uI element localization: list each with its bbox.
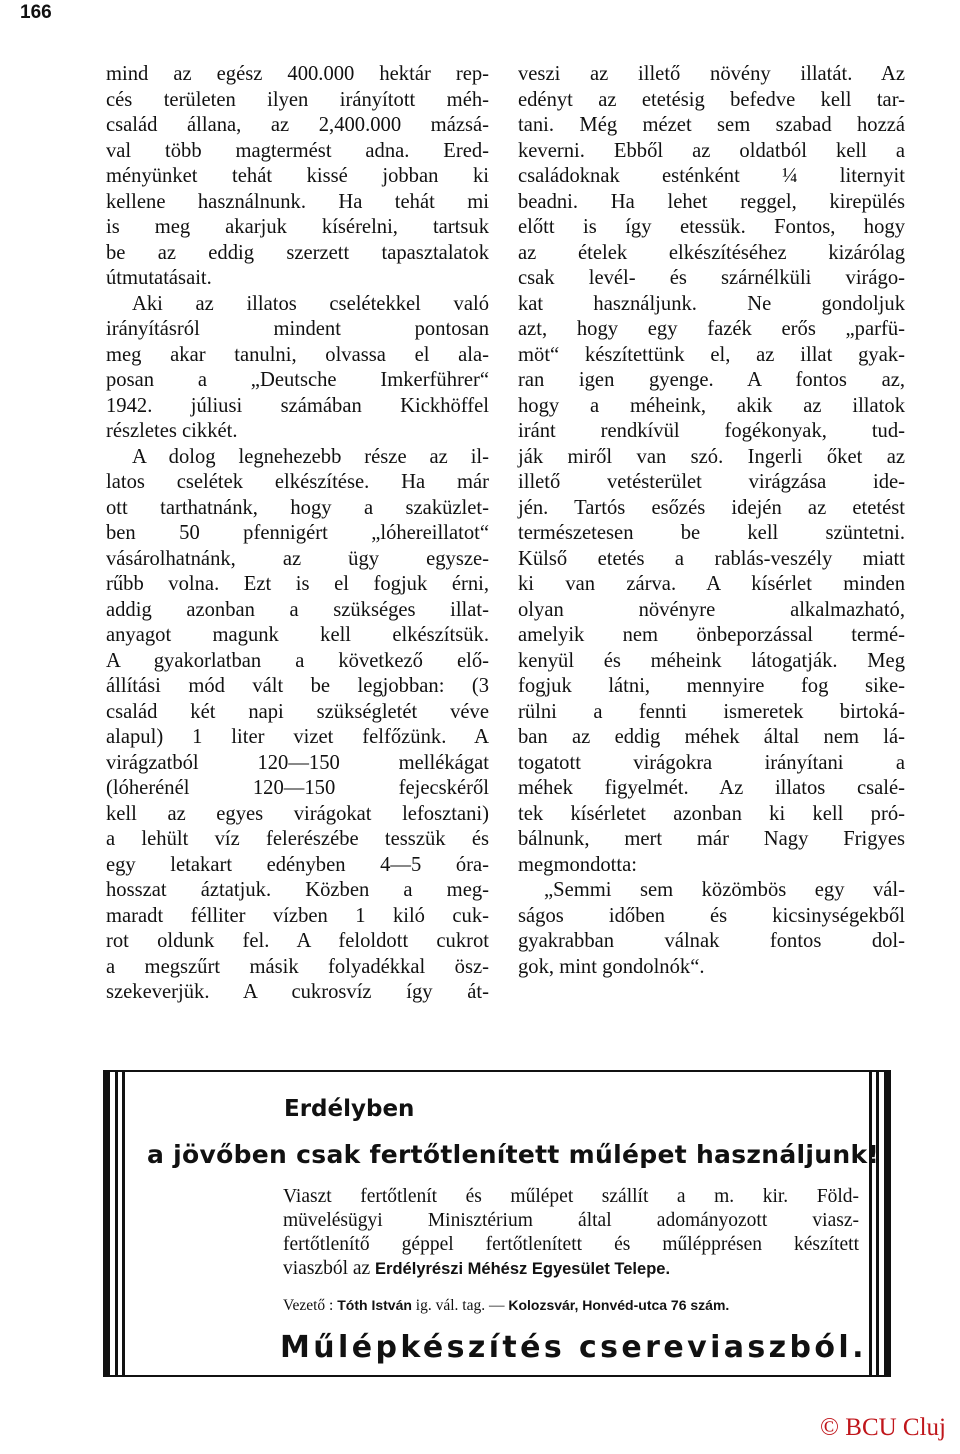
ad-border-bar [876, 1072, 879, 1375]
text-line: kat használjunk. Ne gondoljuk [518, 292, 905, 315]
text-line: val több magtermést adna. Ered- [106, 139, 489, 162]
ad-manager-line [283, 1297, 859, 1315]
text-line: tek kísérletet azonban ki kell pró- [518, 802, 905, 825]
ad-body-line: fertőtlenítő géppel fertőtlenített és műlépprésen készített [283, 1234, 859, 1255]
text-line: amelyik nem önbeporzással termé- [518, 624, 905, 646]
text-line: anyagot magunk kell elkészítsük. [106, 624, 489, 646]
ad-border-bar [103, 1072, 110, 1375]
text-line: iránt rendkívül fogékonyak, tud- [518, 420, 905, 442]
text-line: is meg akarjuk kísérelni, tartsuk [106, 216, 489, 238]
text-line: ran igen gyenge. A fontos az, [518, 369, 905, 391]
text-line: ják miről van szó. Ingerli őket az [518, 445, 905, 468]
ad-slogan: a jövőben csak fertőtlenített műlépet használjunk! [147, 1140, 880, 1169]
ad-border-bar [122, 1072, 125, 1375]
page-number: 166 [20, 2, 52, 23]
text-line: állítási mód vált be legjobban: (3 [106, 675, 489, 697]
text-line: cés területen ilyen irányított méh- [106, 88, 489, 111]
text-line: ott tarthatnánk, hogy a szaküzlet- [106, 496, 489, 519]
text-line: egy letakart edényben 4—5 óra- [106, 853, 489, 876]
article-left-column [106, 62, 489, 1006]
ad-manager-label: Vezető : [283, 1297, 334, 1314]
text-line: vásárolhatnánk, az ügy egysze- [106, 547, 489, 570]
text-line: addig azonban a szükséges illat- [106, 598, 489, 621]
text-line: olyan növényre alkalmazható, [518, 598, 905, 621]
text-line: család állana, az 2,400.000 mázsá- [106, 114, 489, 136]
text-line: kell az egyes virágokat lefosztani) [106, 802, 489, 825]
text-line: ságos időben és kicsinységekből [518, 904, 905, 927]
text-line: gyakrabban válnak fontos dol- [518, 930, 905, 952]
ad-border-bar [115, 1072, 118, 1375]
ad-body-line: müvelésügyi Minisztérium által adományozott viasz- [283, 1210, 859, 1231]
text-line: A gyakorlatban a következő elő- [106, 649, 489, 672]
text-line: latos cselétek elkészítése. Ha már [106, 471, 489, 493]
text-line: hosszat áztatjuk. Közben a meg- [106, 879, 489, 901]
text-line: részletes cikkét. [106, 420, 238, 442]
text-line: ban az eddig méhek által nem lá- [518, 726, 905, 748]
text-line: szekeverjük. A cukrosvíz így át- [106, 981, 489, 1003]
ad-heading: Erdélyben [284, 1096, 415, 1122]
text-line: veszi az illető növény illatát. Az [518, 63, 905, 85]
text-line: illető vetésterület virágzása ide- [518, 471, 905, 493]
text-line: családoknak esténként ¼ liternyit [518, 165, 905, 187]
text-line: a megszűrt másik folyadékkal ösz- [106, 955, 489, 978]
text-line: beadni. Ha lehet reggel, kirepülés [518, 190, 905, 213]
text-line: be az eddig szerzett tapasztalatok [106, 241, 489, 264]
text-line: kellene használnunk. Ha tehát mi [106, 190, 489, 213]
text-line: ki van zárva. A kísérlet minden [518, 573, 905, 595]
ad-company-name: Erdélyrészi Méhész Egyesület Telepe. [375, 1260, 671, 1278]
text-line: maradt félliter vízben 1 kiló cuk- [106, 904, 489, 927]
text-line: ményünket tehát kissé jobban ki [106, 165, 489, 187]
text-line: keverni. Ebből az oldatból kell a [518, 139, 905, 162]
ad-manager-title: ig. vál. tag. [415, 1297, 486, 1314]
ad-border-bar [884, 1072, 891, 1375]
ad-address: Kolozsvár, Honvéd-utca 76 szám. [508, 1297, 730, 1313]
text-line: család két napi szükségletét véve [106, 700, 489, 723]
ad-body-line [283, 1257, 859, 1281]
text-line: hogy a méheink, akik az illatok [518, 394, 905, 417]
text-line: az ételek elkészítéséhez kizárólag [518, 241, 905, 264]
text-line: alapul) 1 liter vizet felfőzünk. A [106, 726, 489, 748]
text-line: irányításról mindent pontosan [106, 318, 489, 340]
article-right-column [518, 62, 905, 980]
text-line: megmondotta: [518, 853, 637, 876]
ad-manager-name: Tóth István [337, 1297, 412, 1313]
text-line: méhek figyelmét. Az illatos csalé- [518, 777, 905, 799]
text-line: meg akar tanulni, olvassa el ala- [106, 343, 489, 366]
text-line: gok, mint gondolnók“. [518, 955, 705, 978]
text-line: posan a „Deutsche Imkerführer“ [106, 369, 489, 391]
ad-border-left [103, 1072, 129, 1375]
ad-border-bar [869, 1072, 872, 1375]
text-line: tani. Még mézet sem szabad hozzá [518, 114, 905, 136]
text-line: virágzatból 120—150 mellékágat [106, 751, 489, 774]
text-line: möt“ készítettünk el, az illat gyak- [518, 343, 905, 366]
text-line: fogjuk látni, mennyire fog sike- [518, 675, 905, 697]
text-line: csak levél- és szárnélküli virágo- [518, 267, 905, 289]
text-line: mind az egész 400.000 hektár rep- [106, 63, 489, 85]
text-line: ben 50 pfennigért „lóhereillatot“ [106, 522, 489, 544]
text-line: 1942. júliusi számában Kickhöffel [106, 394, 489, 417]
library-watermark: © BCU Cluj [820, 1414, 946, 1441]
text-line: természetesen be kell szüntetni. [518, 522, 905, 544]
text-line: azt, hogy egy fazék erős „parfü- [518, 318, 905, 340]
ad-footer-slogan: Műlépkészítés csereviaszból. [280, 1330, 867, 1365]
text-line: jén. Tartós esőzés idején az etetést [518, 496, 905, 519]
text-line: Aki az illatos cselétekkel való [132, 292, 489, 315]
text-line: edényt az etetésig befedve kell tar- [518, 88, 905, 111]
text-line: rülni a fennti ismeretek birtoká- [518, 700, 905, 723]
ad-body-line: Viaszt fertőtlenít és műlépet szállít a m. kir. Föld- [283, 1186, 859, 1207]
text-line: rot oldunk fel. A feloldott cukrot [106, 930, 489, 952]
text-line: A dolog legnehezebb része az il- [132, 445, 489, 468]
text-line: Külső etetés a rablás-veszély miatt [518, 547, 905, 570]
text-line: rűbb volna. Ezt is el fogjuk érni, [106, 573, 489, 595]
ad-body-line-prefix: viaszból az [283, 1258, 371, 1279]
text-line: a lehült víz felerészébe tesszük és [106, 828, 489, 850]
text-line: togatott virágokra irányítani a [518, 751, 905, 774]
text-line: kenyül és méheink látogatják. Meg [518, 649, 905, 672]
text-line: útmutatásait. [106, 267, 212, 289]
text-line: előtt is így etessük. Fontos, hogy [518, 216, 905, 238]
text-line: (lóherénél 120—150 fejecskéről [106, 777, 489, 799]
ad-body-text [283, 1185, 859, 1281]
ad-manager-dash: — [488, 1297, 505, 1314]
text-line: „Semmi sem közömbös egy vál- [544, 879, 905, 901]
advertisement-box [103, 1070, 891, 1377]
ad-border-right [865, 1072, 891, 1375]
text-line: bálnunk, mert már Nagy Frigyes [518, 828, 905, 850]
